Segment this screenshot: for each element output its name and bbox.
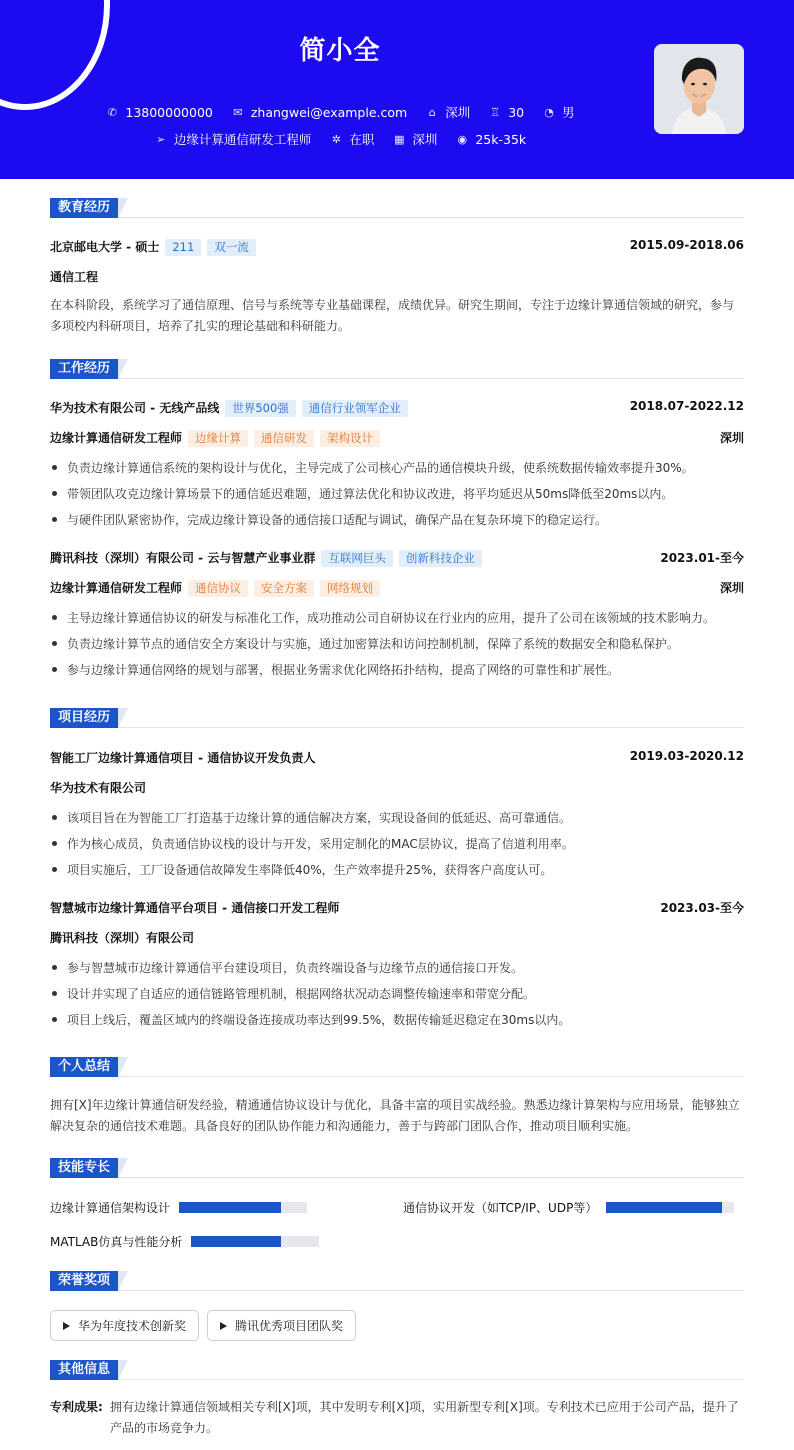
patent-text: 拥有边缘计算通信领域相关专利[X]项，其中发明专利[X]项，实用新型专利[X]项。专利技术已应用于公司产品，提升了产品的市场竞争力。 [110, 1400, 739, 1435]
project-name: 智能工厂边缘计算通信项目 - 通信协议开发负责人 [50, 751, 316, 765]
skill-name: 边缘计算通信架构设计 [50, 1201, 171, 1215]
skills-section [50, 1158, 744, 1178]
section-title: 教育经历 [50, 198, 744, 218]
section-title: 工作经历 [50, 359, 744, 379]
list-item: 该项目旨在为智能工厂打造基于边缘计算的通信解决方案，实现设备间的低延迟、高可靠通信。 [50, 809, 744, 826]
job-headline [50, 399, 744, 417]
project-date: 2023.03-至今 [660, 901, 744, 915]
company-name: 华为技术有限公司 - 无线产品线 [50, 401, 220, 415]
patent-line [50, 1397, 744, 1439]
project-date: 2019.03-2020.12 [629, 749, 744, 763]
contact-row [0, 103, 680, 121]
work-city-item: ▦ 深圳 [394, 132, 438, 147]
home-icon: ⌂ [428, 105, 436, 119]
section-title: 个人总结 [50, 1057, 744, 1077]
award-badge: 腾讯优秀项目团队奖 [207, 1310, 356, 1341]
list-item: 带领团队攻克边缘计算场景下的通信延迟难题，通过算法优化和协议改进，将平均延迟从50ms降低至20ms以内。 [50, 485, 744, 502]
job-date: 2018.07-2022.12 [629, 399, 744, 413]
skill-bar-fill [191, 1236, 281, 1247]
skill-bar-fill [179, 1202, 281, 1213]
section-title: 其他信息 [50, 1360, 744, 1380]
school-tag: 211 [165, 239, 201, 256]
company-tag: 通信行业领军企业 [302, 400, 408, 417]
job-role: 边缘计算通信研发工程师 [50, 581, 183, 595]
skill-item [50, 1233, 319, 1250]
role-tag: 通信研发 [254, 430, 314, 447]
skill-name: MATLAB仿真与性能分析 [50, 1235, 183, 1249]
section-title: 项目经历 [50, 708, 744, 728]
skill-bar [179, 1202, 307, 1213]
gender-icon: ◔ [544, 105, 554, 119]
job-date: 2023.01-至今 [660, 551, 744, 565]
profile-photo [654, 44, 744, 134]
job-headline [50, 549, 744, 567]
job-role: 边缘计算通信研发工程师 [50, 431, 183, 445]
job-intent-row [0, 130, 680, 148]
candidate-name: 简小全 [299, 36, 381, 66]
company-tag: 创新科技企业 [399, 550, 482, 567]
work-section [50, 359, 744, 677]
company-name: 腾讯科技（深圳）有限公司 - 云与智慧产业事业群 [50, 551, 316, 565]
send-icon: ➢ [156, 132, 166, 146]
award-badge: 华为年度技术创新奖 [50, 1310, 199, 1341]
project-company: 华为技术有限公司 [50, 781, 147, 795]
company-tag: 世界500强 [225, 400, 295, 417]
role-tag: 安全方案 [254, 580, 314, 597]
list-item: 项目上线后，覆盖区域内的终端设备连接成功率达到99.5%，数据传输延迟稳定在30ms以内。 [50, 1011, 744, 1028]
list-item: 项目实施后，工厂设备通信故障发生率降低40%，生产效率提升25%，获得客户高度认可。 [50, 861, 744, 878]
job-city: 深圳 [719, 581, 744, 595]
project-headline [50, 749, 744, 766]
list-item: 主导边缘计算通信协议的研发与标准化工作，成功推动公司自研协议在行业内的应用，提升了公司在该领域的技术影响力。 [50, 609, 744, 626]
school-tag: 双一流 [207, 239, 256, 256]
summary-text: 拥有[X]年边缘计算通信研发经验，精通通信协议设计与优化，具备丰富的项目实战经验。熟悉边缘计算架构与应用场景，能够独立解决复杂的通信技术难题。具备良好的团队协作能力和沟通能力，善于与跨部门团队合作，推动项目顺利实施。 [50, 1098, 740, 1133]
role-tag: 架构设计 [320, 430, 380, 447]
project-company: 腾讯科技（深圳）有限公司 [50, 931, 195, 945]
building-icon: ▦ [394, 132, 405, 146]
role-tag: 通信协议 [188, 580, 248, 597]
play-icon [220, 1322, 227, 1330]
section-title: 荣誉奖项 [50, 1271, 744, 1291]
cake-icon: ♖ [490, 105, 501, 119]
list-item: 负责边缘计算通信系统的架构设计与优化，主导完成了公司核心产品的通信模块升级，使系统数据传输效率提升30%。 [50, 459, 744, 476]
other-section [50, 1360, 744, 1435]
list-item: 负责边缘计算节点的通信安全方案设计与实施，通过加密算法和访问控制机制，保障了系统的数据安全和隐私保护。 [50, 635, 744, 652]
resume-header [0, 0, 794, 179]
role-tag: 网络规划 [320, 580, 380, 597]
education-headline [50, 238, 744, 256]
skill-item [403, 1199, 734, 1216]
job-city: 深圳 [719, 431, 744, 445]
project-headline [50, 899, 744, 916]
age-item: ♖ 30 [488, 105, 524, 120]
awards-section [50, 1271, 744, 1291]
school-name: 北京邮电大学 - 硕士 [50, 240, 160, 254]
major: 通信工程 [50, 270, 99, 284]
skill-name: 通信协议开发（如TCP/IP、UDP等） [403, 1201, 598, 1215]
section-title: 技能专长 [50, 1158, 744, 1178]
company-tag: 互联网巨头 [321, 550, 393, 567]
play-icon [63, 1322, 70, 1330]
patent-label: 专利成果: [50, 1400, 103, 1414]
skill-bar [606, 1202, 734, 1213]
list-item: 参与智慧城市边缘计算通信平台建设项目，负责终端设备与边缘节点的通信接口开发。 [50, 959, 744, 976]
position-item: ➢ 边缘计算通信研发工程师 [154, 130, 312, 148]
projects-section [50, 708, 744, 1027]
phone-item: ✆ 13800000000 [105, 105, 212, 120]
city-item: ⌂ 深圳 [425, 103, 470, 121]
list-item: 设计并实现了自适应的通信链路管理机制，根据网络状况动态调整传输速率和带宽分配。 [50, 985, 744, 1002]
job-role-line [50, 429, 744, 447]
status-item: ✲ 在职 [329, 130, 374, 148]
email-item: ✉ zhangwei@example.com [231, 105, 407, 120]
status-icon: ✲ [331, 132, 341, 146]
list-item: 作为核心成员，负责通信协议栈的设计与开发，采用定制化的MAC层协议，提高了信道利用率。 [50, 835, 744, 852]
avatar-icon [654, 44, 744, 134]
phone-icon: ✆ [107, 105, 117, 119]
list-item: 与硬件团队紧密协作，完成边缘计算设备的通信接口适配与调试，确保产品在复杂环境下的稳定运行。 [50, 511, 744, 528]
education-section [50, 198, 744, 333]
summary-section [50, 1057, 744, 1133]
salary-item: ◉ 25k-35k [455, 132, 526, 147]
skill-bar [191, 1236, 319, 1247]
gender-item: ◔ 男 [542, 103, 575, 121]
education-description: 在本科阶段，系统学习了通信原理、信号与系统等专业基础课程，成绩优异。研究生期间，专注于边缘计算通信领域的研究，参与多项校内科研项目，培养了扎实的理论基础和科研能力。 [50, 298, 735, 333]
skill-item [50, 1199, 307, 1216]
coin-icon: ◉ [457, 132, 468, 146]
education-date: 2015.09-2018.06 [629, 238, 744, 252]
skill-bar-fill [606, 1202, 721, 1213]
job-role-line [50, 579, 744, 597]
project-name: 智慧城市边缘计算通信平台项目 - 通信接口开发工程师 [50, 901, 340, 915]
mail-icon: ✉ [233, 105, 243, 119]
list-item: 参与边缘计算通信网络的规划与部署，根据业务需求优化网络拓扑结构，提高了网络的可靠性和扩展性。 [50, 661, 744, 678]
role-tag: 边缘计算 [188, 430, 248, 447]
